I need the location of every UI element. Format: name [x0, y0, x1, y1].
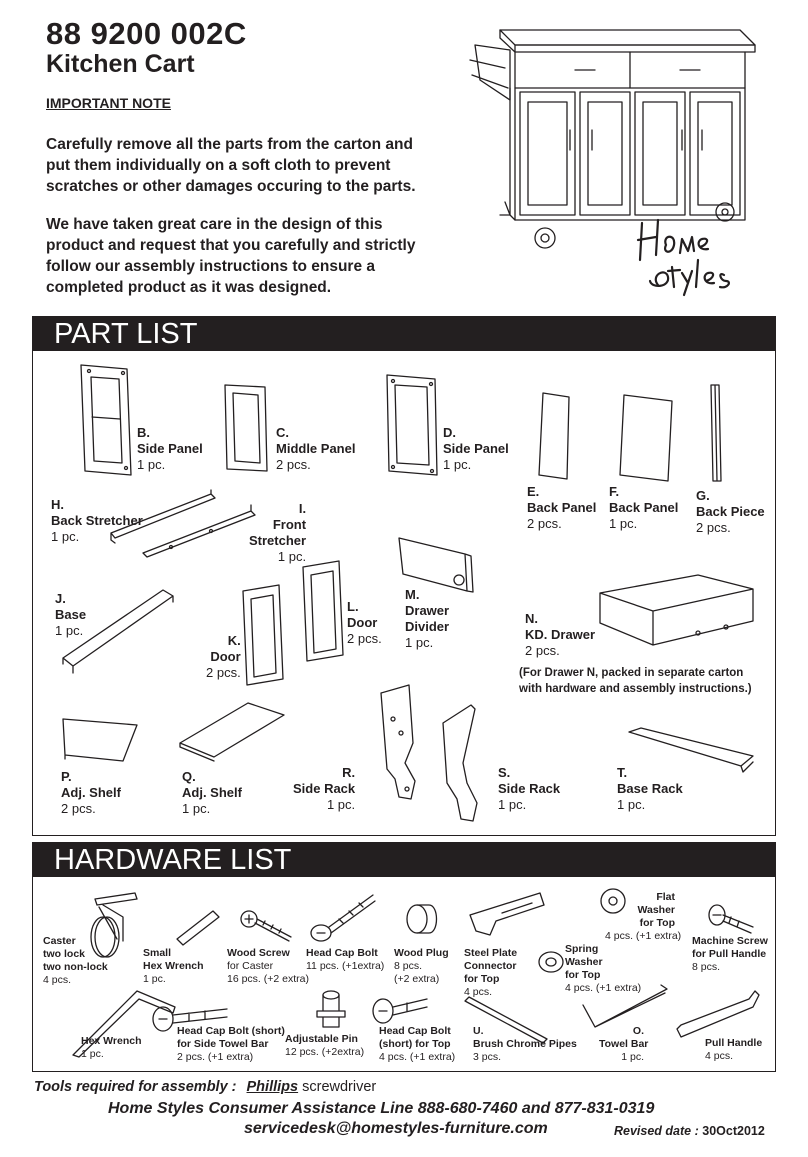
part-p-label: P. Adj. Shelf 2 pcs. [61, 769, 121, 816]
support-email[interactable]: servicedesk@homestyles-furniture.com [244, 1120, 548, 1137]
revised-date [614, 1124, 765, 1138]
machine-screw-label: Machine Screw for Pull Handle 8 pcs. [692, 935, 768, 973]
part-i-front-stretcher-drawing [141, 501, 261, 561]
adjustable-pin-drawing [309, 989, 349, 1029]
model-number: 88 9200 002C [46, 16, 247, 51]
hardware-list-heading: HARDWARE LIST [32, 842, 776, 877]
part-n-packing-note: (For Drawer N, packed in separate carton with hardware and assembly instructions.) [519, 667, 752, 695]
hex-wrench-label: Hex Wrench 1 pc. [81, 1035, 142, 1060]
part-p-adj-shelf-drawing [61, 715, 141, 765]
wood-plug-drawing [403, 901, 443, 941]
product-name: Kitchen Cart [46, 50, 195, 78]
wood-screw-label: Wood Screw for Caster 16 pcs. (+2 extra) [227, 947, 309, 985]
note-paragraph-1: Carefully remove all the parts from the carton and put them individually on a soft cloth to prevent scratches or other damages occuring to the parts. [46, 136, 416, 195]
wood-screw-drawing [237, 907, 297, 947]
head-cap-bolt-label: Head Cap Bolt 11 pcs. (+1extra) [306, 947, 385, 972]
head-cap-bolt-drawing [309, 891, 379, 946]
home-styles-logo [628, 215, 748, 300]
part-j-label: J. Base 1 pc. [55, 591, 87, 638]
part-f-back-panel-drawing [618, 393, 678, 483]
tools-phillips: Phillips [246, 1079, 299, 1095]
part-b-label: B. Side Panel 1 pc. [137, 425, 203, 472]
brush-chrome-pipes-label: U. Brush Chrome Pipes 3 pcs. [473, 1025, 577, 1063]
part-s-side-rack-drawing [437, 703, 497, 823]
part-i-label: I. Front Stretcher 1 pc. [249, 501, 307, 564]
part-q-label: Q. Adj. Shelf 1 pc. [182, 769, 242, 816]
flat-washer-label: Flat Washer for Top 4 pcs. (+1 extra) [605, 891, 682, 942]
part-n-kd-drawer-drawing [598, 573, 758, 653]
tools-screwdriver: screwdriver [302, 1079, 377, 1095]
part-k-door-drawing [239, 583, 289, 688]
revised-date-value: 30Oct2012 [702, 1124, 765, 1138]
adjustable-pin-label: Adjustable Pin 12 pcs. (+2extra) [285, 1033, 365, 1058]
part-n-label: N. KD. Drawer 2 pcs. [525, 611, 596, 658]
part-d-label: D. Side Panel 1 pc. [443, 425, 509, 472]
part-r-label: R. Side Rack 1 pc. [293, 765, 356, 812]
important-note-heading: IMPORTANT NOTE [46, 95, 171, 111]
note-paragraph-2: We have taken great care in the design of this product and request that you carefully and strictly follow our assembly instructions to ensure a completed product as it was designed. [46, 216, 416, 296]
spring-washer-drawing [537, 949, 567, 975]
head-cap-bolt-short-top-label: Head Cap Bolt (short) for Top 4 pcs. (+1 extra) [379, 1025, 456, 1063]
revised-label: Revised date : [614, 1124, 699, 1138]
consumer-assistance-line: Home Styles Consumer Assistance Line 888-680-7460 and 877-831-0319 [108, 1100, 655, 1117]
tools-required [34, 1079, 376, 1095]
pull-handle-label: Pull Handle 4 pcs. [705, 1037, 763, 1062]
steel-plate-connector-label: Steel Plate Connector for Top 4 pcs. [464, 947, 518, 998]
small-hex-wrench-label: Small Hex Wrench 1 pc. [143, 947, 204, 985]
part-e-label: E. Back Panel 2 pcs. [527, 484, 597, 531]
part-g-label: G. Back Piece 2 pcs. [696, 488, 765, 535]
part-list-panel [32, 351, 776, 836]
part-f-label: F. Back Panel 1 pc. [609, 484, 679, 531]
part-l-label: L. Door 2 pcs. [347, 599, 382, 646]
part-b-side-panel-drawing [79, 363, 139, 478]
spring-washer-label: Spring Washer for Top 4 pcs. (+1 extra) [565, 943, 642, 994]
wood-plug-label: Wood Plug 8 pcs. (+2 extra) [394, 947, 449, 985]
part-t-label: T. Base Rack 1 pc. [617, 765, 683, 812]
part-c-label: C. Middle Panel 2 pcs. [276, 425, 356, 472]
part-list-heading: PART LIST [32, 316, 776, 351]
part-m-label: M. Drawer Divider 1 pc. [405, 587, 450, 650]
part-s-label: S. Side Rack 1 pc. [498, 765, 561, 812]
pull-handle-drawing [673, 989, 763, 1039]
part-q-adj-shelf-drawing [178, 701, 288, 761]
part-e-back-panel-drawing [537, 391, 577, 481]
towel-bar-label: O. Towel Bar 1 pc. [599, 1025, 649, 1063]
part-r-side-rack-drawing [377, 683, 437, 803]
head-cap-bolt-short-towel-label: Head Cap Bolt (short) for Side Towel Bar 2 pcs. (+1 extra) [177, 1025, 285, 1063]
part-g-back-piece-drawing [707, 383, 727, 483]
caster-label: Caster two lock two non-lock 4 pcs. [43, 935, 108, 986]
part-h-label: H. Back Stretcher 1 pc. [51, 497, 143, 544]
steel-plate-connector-drawing [466, 891, 546, 941]
hardware-list-panel [32, 877, 776, 1072]
part-c-middle-panel-drawing [223, 383, 273, 473]
part-k-label: K. Door 2 pcs. [206, 633, 241, 680]
part-d-side-panel-drawing [383, 373, 443, 478]
small-hex-wrench-drawing [173, 907, 223, 947]
part-l-door-drawing [299, 559, 349, 664]
tools-label: Tools required for assembly : [34, 1079, 237, 1095]
